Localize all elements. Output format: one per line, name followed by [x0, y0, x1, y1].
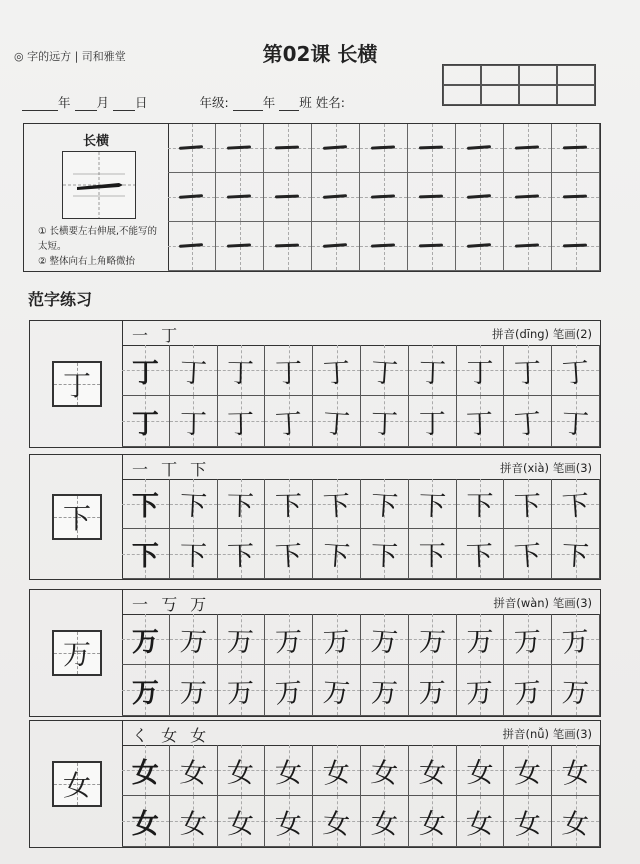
practice-cell-handwritten[interactable] [218, 345, 266, 396]
practice-cell-handwritten[interactable] [218, 479, 266, 529]
practice-character: 女 [321, 807, 351, 841]
practice-character: 万 [561, 676, 590, 710]
practice-character: 万 [513, 626, 542, 658]
month-blank[interactable] [75, 98, 97, 111]
year-blank[interactable] [22, 98, 58, 111]
stroke-order: 一 丅 下 [132, 460, 211, 479]
practice-cell-handwritten[interactable] [409, 614, 457, 665]
practice-character: 万 [513, 676, 543, 710]
practice-character: 下 [370, 540, 399, 573]
practice-character: 万 [466, 626, 494, 658]
practice-cell-handwritten[interactable] [504, 479, 552, 529]
name-writing-grid[interactable] [442, 64, 596, 106]
character-meta [492, 326, 592, 342]
practice-character: 下 [513, 490, 542, 523]
practice-character: 丁 [322, 356, 352, 390]
model-character [52, 361, 102, 407]
practice-cell-handwritten[interactable] [552, 665, 600, 716]
practice-character: 丁 [178, 356, 208, 390]
stroke-order: 一 丂 万 [132, 595, 211, 614]
model-character [52, 630, 102, 676]
stroke-practice-cell[interactable] [456, 124, 504, 173]
practice-cell-handwritten[interactable] [170, 396, 218, 447]
stroke-tips [38, 224, 164, 269]
practice-character: 丁 [227, 357, 255, 389]
practice-cell-model[interactable] [122, 796, 170, 847]
character-practice-grid[interactable] [122, 745, 600, 847]
practice-cell-handwritten[interactable] [313, 745, 361, 796]
grade-year-label: 年 [262, 95, 276, 110]
model-character-text: 丁 [62, 369, 91, 402]
horizontal-stroke-mark [467, 243, 492, 248]
stroke-practice-cell[interactable] [264, 124, 312, 173]
practice-character: 万 [227, 677, 255, 709]
practice-character: 丁 [513, 407, 543, 441]
character-info-header [122, 321, 600, 346]
practice-cell-handwritten[interactable] [313, 614, 361, 665]
model-character-text: 万 [62, 638, 91, 671]
practice-character: 丁 [179, 408, 207, 440]
pinyin-value: (dīng) [514, 327, 550, 341]
practice-character: 丁 [561, 407, 590, 441]
practice-character: 女 [179, 808, 207, 840]
character-practice-block [29, 589, 601, 717]
practice-character: 下 [178, 490, 208, 523]
practice-character: 女 [178, 756, 208, 790]
stroke-practice-cell[interactable] [216, 222, 264, 271]
practice-character: 万 [370, 677, 399, 709]
character-info-header [122, 455, 600, 480]
stroke-practice-cell[interactable] [168, 173, 216, 222]
day-label: 日 [135, 95, 148, 110]
stroke-tip-2: ② 整体向右上角略微抬 [38, 256, 136, 267]
practice-cell-handwritten[interactable] [361, 529, 409, 579]
practice-character: 女 [131, 808, 159, 840]
pinyin-value: (xià) [523, 461, 550, 475]
practice-character: 万 [179, 677, 207, 709]
practice-character: 女 [131, 757, 159, 789]
class-label: 班 [299, 95, 312, 110]
horizontal-stroke-mark [323, 243, 348, 248]
grade-label: 年级: [199, 95, 229, 110]
stroke-diagram [62, 151, 136, 219]
practice-character: 女 [418, 808, 446, 840]
strokes-value: (3) [575, 461, 592, 475]
practice-character: 下 [131, 541, 159, 572]
stroke-practice-cell[interactable] [408, 173, 456, 222]
practice-cell-model[interactable] [122, 345, 170, 396]
month-label: 月 [96, 95, 110, 110]
practice-character: 丁 [418, 357, 447, 389]
lesson-title: 第02课 长横 [262, 42, 378, 66]
practice-cell-handwritten[interactable] [457, 614, 505, 665]
practice-cell-handwritten[interactable] [265, 796, 313, 847]
practice-cell-handwritten[interactable] [361, 396, 409, 447]
pinyin-label: 拼音 [493, 596, 517, 610]
stroke-order: 一 丁 [132, 326, 182, 345]
practice-character: 万 [418, 677, 446, 709]
horizontal-stroke-mark [179, 145, 204, 150]
practice-cell-handwritten[interactable] [552, 479, 600, 529]
horizontal-stroke-mark [467, 145, 492, 150]
practice-cell-handwritten[interactable] [504, 745, 552, 796]
horizontal-stroke-mark [515, 145, 540, 149]
practice-character: 下 [227, 540, 255, 573]
character-practice-grid[interactable] [122, 345, 600, 447]
horizontal-stroke-mark [275, 195, 300, 199]
stroke-practice-cell[interactable] [264, 222, 312, 271]
practice-character: 丁 [466, 357, 494, 389]
class-blank[interactable] [279, 98, 299, 111]
practice-character: 女 [369, 756, 399, 790]
practice-cell-handwritten[interactable] [552, 796, 600, 847]
stroke-tip-1: ① 长横要左右伸展,不能写的太短。 [38, 226, 158, 252]
practice-cell-handwritten[interactable] [361, 796, 409, 847]
strokes-label: 笔画 [552, 461, 576, 475]
horizontal-stroke-mark [179, 243, 204, 248]
practice-cell-handwritten[interactable] [409, 745, 457, 796]
practice-cell-handwritten[interactable] [504, 396, 552, 447]
strokes-label: 笔画 [552, 596, 576, 610]
character-meta [493, 595, 592, 611]
horizontal-stroke-mark [371, 145, 396, 149]
practice-cell-handwritten[interactable] [361, 345, 409, 396]
model-character-column [30, 590, 123, 716]
practice-cell-handwritten[interactable] [265, 745, 313, 796]
practice-character: 丁 [418, 408, 446, 440]
practice-cell-handwritten[interactable] [409, 529, 457, 579]
character-practice-block [29, 454, 601, 580]
horizontal-stroke-mark [323, 194, 348, 199]
stroke-practice-cell[interactable] [408, 124, 456, 173]
practice-cell-handwritten[interactable] [170, 614, 218, 665]
practice-cell-handwritten[interactable] [552, 614, 600, 665]
practice-character: 丁 [275, 357, 303, 389]
practice-character: 丁 [370, 408, 399, 440]
pinyin-label: 拼音 [502, 727, 526, 741]
stroke-practice-cell[interactable] [360, 173, 408, 222]
practice-character: 万 [275, 626, 303, 658]
practice-cell-handwritten[interactable] [504, 614, 552, 665]
practice-character: 女 [370, 808, 399, 840]
practice-character: 万 [227, 626, 255, 658]
practice-cell-handwritten[interactable] [361, 479, 409, 529]
practice-cell-handwritten[interactable] [265, 614, 313, 665]
practice-character: 女 [513, 807, 543, 841]
character-info-header [122, 721, 600, 746]
stroke-practice-cell[interactable] [552, 222, 600, 271]
practice-cell-handwritten[interactable] [409, 345, 457, 396]
practice-character: 女 [466, 808, 495, 840]
stroke-practice-cell[interactable] [552, 173, 600, 222]
practice-character: 丁 [321, 407, 351, 441]
practice-character: 下 [466, 491, 494, 522]
character-info-header [122, 590, 600, 615]
practice-character: 女 [561, 807, 590, 841]
practice-cell-handwritten[interactable] [313, 396, 361, 447]
practice-character: 女 [466, 757, 494, 789]
model-character-column [30, 455, 123, 579]
practice-cell-handwritten[interactable] [457, 479, 505, 529]
practice-character: 下 [227, 490, 255, 523]
practice-character: 万 [321, 676, 351, 710]
horizontal-stroke-mark [371, 243, 396, 247]
practice-character: 万 [131, 677, 159, 709]
practice-character: 女 [274, 807, 304, 841]
practice-character: 下 [275, 490, 303, 523]
horizontal-stroke-mark [323, 145, 348, 150]
practice-character: 万 [322, 625, 352, 659]
practice-character: 下 [369, 490, 399, 523]
practice-character: 万 [274, 676, 304, 710]
practice-cell-handwritten[interactable] [313, 665, 361, 716]
practice-character: 丁 [274, 407, 304, 441]
practice-cell-handwritten[interactable] [361, 614, 409, 665]
horizontal-stroke-mark [275, 244, 300, 248]
practice-cell-handwritten[interactable] [409, 665, 457, 716]
stroke-practice-cell[interactable] [504, 222, 552, 271]
practice-character: 万 [178, 625, 208, 659]
practice-cell-handwritten[interactable] [170, 529, 218, 579]
stroke-practice-grid[interactable] [168, 124, 600, 271]
pinyin-value: (nǚ) [525, 727, 550, 741]
practice-character: 万 [561, 625, 591, 659]
practice-cell-handwritten[interactable] [218, 614, 266, 665]
horizontal-stroke-mark [227, 194, 252, 198]
practice-character: 丁 [513, 357, 542, 389]
practice-character: 下 [322, 490, 352, 523]
stroke-practice-cell[interactable] [312, 124, 360, 173]
practice-cell-model[interactable] [122, 745, 170, 796]
year-label: 年 [58, 95, 71, 110]
practice-character: 丁 [466, 408, 495, 440]
pinyin-label: 拼音 [500, 461, 524, 475]
practice-cell-handwritten[interactable] [409, 479, 457, 529]
stroke-title: 长横 [82, 134, 109, 149]
practice-cell-handwritten[interactable] [313, 479, 361, 529]
horizontal-stroke-mark [563, 146, 588, 150]
strokes-value: (2) [575, 327, 592, 341]
stroke-practice-cell[interactable] [216, 173, 264, 222]
stroke-practice-cell[interactable] [456, 222, 504, 271]
character-practice-block [29, 720, 601, 848]
practice-cell-handwritten[interactable] [457, 665, 505, 716]
model-character-column [30, 321, 123, 447]
practice-cell-handwritten[interactable] [313, 796, 361, 847]
practice-character: 万 [466, 677, 495, 709]
strokes-value: (3) [575, 596, 592, 610]
stroke-practice-cell[interactable] [456, 173, 504, 222]
practice-character: 丁 [131, 408, 159, 440]
horizontal-stroke-mark [563, 244, 588, 248]
practice-cell-handwritten[interactable] [552, 529, 600, 579]
practice-character: 女 [227, 757, 255, 789]
name-label: 姓名: [315, 95, 345, 110]
horizontal-stroke-mark [419, 195, 444, 199]
strokes-label: 笔画 [552, 327, 576, 341]
stroke-practice-cell[interactable] [552, 124, 600, 173]
model-character-text: 女 [62, 769, 91, 802]
practice-character: 女 [513, 757, 542, 789]
practice-cell-handwritten[interactable] [170, 665, 218, 716]
practice-cell-handwritten[interactable] [457, 529, 505, 579]
horizontal-stroke-mark [467, 194, 492, 199]
practice-character: 女 [561, 756, 591, 790]
practice-cell-handwritten[interactable] [361, 745, 409, 796]
practice-cell-model[interactable] [122, 479, 170, 529]
practice-cell-handwritten[interactable] [265, 479, 313, 529]
practice-cell-handwritten[interactable] [218, 665, 266, 716]
practice-character: 女 [275, 757, 303, 789]
character-meta [502, 726, 592, 742]
strokes-label: 笔画 [552, 727, 576, 741]
practice-cell-handwritten[interactable] [361, 665, 409, 716]
practice-character: 丁 [227, 408, 255, 440]
brand-logo: ◎ 字的远方 | 司和雅堂 [14, 50, 126, 63]
practice-cell-handwritten[interactable] [170, 796, 218, 847]
horizontal-stroke-mark [515, 243, 540, 247]
stroke-practice-cell[interactable] [168, 222, 216, 271]
practice-cell-handwritten[interactable] [170, 345, 218, 396]
stroke-practice-cell[interactable] [504, 173, 552, 222]
practice-character: 女 [322, 756, 352, 790]
pinyin-label: 拼音 [491, 327, 515, 341]
model-character [52, 761, 102, 807]
practice-cell-handwritten[interactable] [409, 796, 457, 847]
date-line [22, 93, 345, 111]
practice-cell-handwritten[interactable] [504, 796, 552, 847]
practice-cell-handwritten[interactable] [457, 396, 505, 447]
pinyin-value: (wàn) [516, 596, 550, 610]
stroke-practice-cell[interactable] [216, 124, 264, 173]
horizontal-stroke-mark [227, 243, 252, 247]
practice-cell-handwritten[interactable] [457, 745, 505, 796]
practice-character: 下 [274, 540, 304, 573]
practice-cell-handwritten[interactable] [265, 529, 313, 579]
stroke-practice-cell[interactable] [408, 222, 456, 271]
practice-character: 下 [418, 541, 446, 572]
stroke-order: く 女 女 [132, 726, 211, 745]
practice-character: 万 [369, 625, 399, 659]
practice-cell-handwritten[interactable] [265, 396, 313, 447]
practice-character: 下 [466, 540, 495, 573]
character-practice-grid[interactable] [122, 479, 600, 579]
practice-cell-handwritten[interactable] [170, 745, 218, 796]
horizontal-stroke-mark [227, 145, 252, 149]
strokes-value: (3) [575, 727, 592, 741]
stroke-practice-cell[interactable] [168, 124, 216, 173]
practice-cell-handwritten[interactable] [170, 479, 218, 529]
stroke-practice-cell[interactable] [360, 222, 408, 271]
practice-cell-handwritten[interactable] [552, 345, 600, 396]
practice-character: 丁 [369, 356, 399, 390]
practice-cell-handwritten[interactable] [218, 745, 266, 796]
practice-cell-handwritten[interactable] [218, 796, 266, 847]
section-title: 范字练习 [28, 290, 93, 309]
practice-cell-handwritten[interactable] [409, 396, 457, 447]
horizontal-stroke-mark [179, 194, 204, 199]
horizontal-stroke-mark [371, 194, 396, 198]
practice-cell-model[interactable] [122, 614, 170, 665]
practice-character: 女 [418, 757, 447, 789]
practice-cell-handwritten[interactable] [552, 396, 600, 447]
practice-cell-handwritten[interactable] [457, 345, 505, 396]
practice-cell-handwritten[interactable] [265, 665, 313, 716]
practice-cell-handwritten[interactable] [313, 345, 361, 396]
stroke-practice-cell[interactable] [312, 222, 360, 271]
practice-cell-handwritten[interactable] [504, 529, 552, 579]
practice-character: 下 [179, 540, 207, 573]
stroke-practice-cell[interactable] [360, 124, 408, 173]
practice-cell-handwritten[interactable] [218, 396, 266, 447]
practice-character: 万 [131, 626, 159, 658]
practice-character: 丁 [131, 357, 159, 389]
horizontal-stroke-mark [515, 194, 540, 198]
practice-cell-handwritten[interactable] [552, 745, 600, 796]
practice-cell-handwritten[interactable] [457, 796, 505, 847]
practice-cell-handwritten[interactable] [504, 345, 552, 396]
practice-character: 下 [561, 490, 591, 523]
horizontal-stroke-mark [419, 244, 444, 248]
horizontal-stroke-mark [419, 146, 444, 150]
stroke-practice-panel [23, 123, 601, 272]
character-meta [500, 460, 592, 476]
horizontal-stroke-mark [563, 195, 588, 199]
stroke-practice-cell[interactable] [312, 173, 360, 222]
practice-character: 下 [321, 540, 351, 573]
character-practice-block [29, 320, 601, 448]
stroke-practice-cell[interactable] [264, 173, 312, 222]
practice-cell-handwritten[interactable] [504, 665, 552, 716]
practice-character: 下 [418, 490, 447, 523]
practice-cell-model[interactable] [122, 665, 170, 716]
practice-cell-model[interactable] [122, 529, 170, 579]
model-character-column [30, 721, 123, 847]
horizontal-stroke-mark [275, 146, 300, 150]
day-blank[interactable] [113, 98, 135, 111]
practice-cell-handwritten[interactable] [218, 529, 266, 579]
practice-cell-model[interactable] [122, 396, 170, 447]
practice-character: 女 [227, 808, 255, 840]
practice-character: 下 [561, 540, 590, 573]
practice-cell-handwritten[interactable] [265, 345, 313, 396]
model-character-text: 下 [62, 502, 91, 535]
stroke-practice-cell[interactable] [504, 124, 552, 173]
grade-blank[interactable] [233, 98, 263, 111]
character-practice-grid[interactable] [122, 614, 600, 716]
model-character [52, 494, 102, 540]
practice-character: 万 [418, 626, 447, 658]
stroke-info [24, 124, 169, 271]
practice-cell-handwritten[interactable] [313, 529, 361, 579]
practice-character: 丁 [561, 356, 591, 390]
practice-character: 下 [131, 491, 159, 522]
practice-character: 下 [513, 540, 543, 573]
